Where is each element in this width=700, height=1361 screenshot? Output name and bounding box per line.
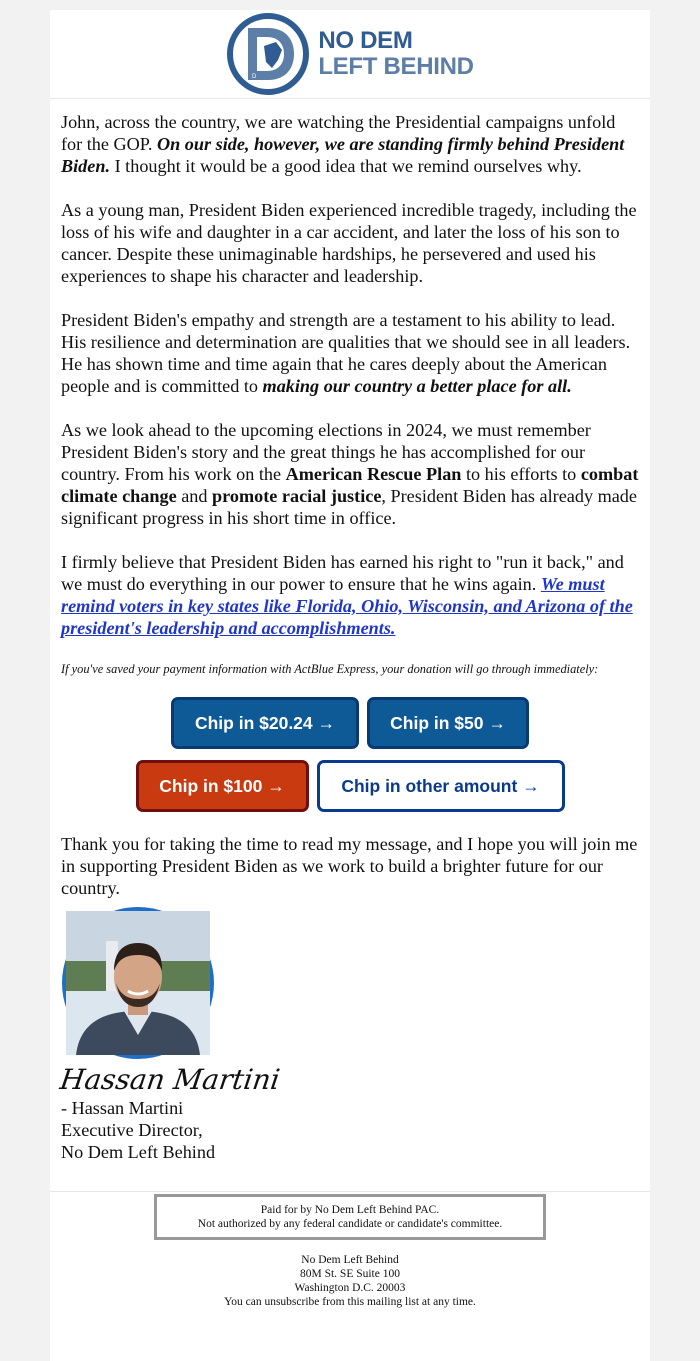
email-footer (50, 1191, 650, 1309)
chip-in-100-button[interactable]: Chip in $100 → (136, 760, 309, 812)
paragraph-tragedy: As a young man, President Biden experienced incredible tragedy, including the loss of his wife and daughter in a car accident, and later the loss of his son to cancer. Despite these unimaginable hardships, he persevered and used his experiences to shape his character and leadership. (61, 200, 637, 286)
text: As we look ahead to the upcoming elections in 2024, we must remember President Biden's story and the great things he has accomplished for our country. From his work on the (61, 420, 591, 484)
paragraph-run-it-back (61, 551, 639, 639)
svg-text:D: D (252, 74, 257, 80)
signature-block (61, 1097, 639, 1191)
chip-in-other-button[interactable]: Chip in other amount → (317, 760, 565, 812)
svg-text:Hassan Martini: Hassan Martini (58, 1063, 283, 1096)
email-body (50, 99, 650, 1191)
text: to his efforts to (461, 464, 581, 484)
paragraph-accomplishments (61, 419, 639, 529)
signer-name: - Hassan Martini (61, 1098, 184, 1118)
logo-line-2: LEFT BEHIND (318, 53, 474, 80)
not-authorized-text: Not authorized by any federal candidate or candidate's committee. (197, 1218, 503, 1230)
bold-text: American Rescue Plan (285, 464, 462, 484)
text: John, across the country, we are watching the Presidential campaigns unfold for the GOP. (61, 112, 616, 154)
paragraph-empathy (61, 309, 639, 397)
bold-text: promote racial justice (212, 486, 382, 506)
emphasis-text: On our side, however, we are standing firmly behind President Biden. (61, 134, 625, 176)
signer-title: Executive Director, (61, 1120, 203, 1140)
signer-org: No Dem Left Behind (61, 1142, 216, 1162)
paid-for-text: Paid for by No Dem Left Behind PAC. (260, 1204, 440, 1216)
d-logo-icon (226, 12, 310, 96)
donation-row-1 (61, 697, 639, 749)
logo-text (318, 28, 473, 80)
paragraph-closing: Thank you for taking the time to read my message, and I hope you will join me in supporting President Biden as we work to build a brighter future for our country. (61, 834, 638, 898)
paid-for-disclaimer (154, 1194, 546, 1240)
logo-line-1: NO DEM (318, 27, 413, 54)
text: , President Biden has already made significant progress in his short time in office. (61, 486, 637, 528)
unsubscribe-text: You can unsubscribe from this mailing list at any time. (224, 1296, 476, 1308)
bold-text: combat climate change (61, 464, 639, 506)
email-header (50, 10, 650, 99)
text: President Biden's empathy and strength are a testament to his ability to lead. His resilience and determination are qualities that we should see in all leaders. He has shown time and time again that he cares deeply about the American people and is committed to (61, 310, 631, 396)
portrait-image (66, 911, 210, 1055)
text: and (176, 486, 213, 506)
text: I thought it would be a good idea that we remind ourselves why. (110, 156, 582, 176)
remind-voters-link[interactable]: We must remind voters in key states like Florida, Ohio, Wisconsin, and Arizona of the president's leadership and accomplishments. (61, 574, 633, 638)
mailing-address (50, 1253, 650, 1309)
address-city: Washington D.C. 20003 (294, 1282, 406, 1294)
paragraph-intro (61, 111, 639, 177)
chip-in-2024-button[interactable]: Chip in $20.24 → (171, 697, 359, 749)
text: I firmly believe that President Biden has earned his right to "run it back," and we must do everything in our power to ensure that he wins again. (61, 552, 624, 594)
donation-row-2 (61, 760, 639, 812)
emphasis-text: making our country a better place for all. (262, 376, 572, 396)
logo[interactable] (226, 12, 473, 96)
avatar (62, 907, 214, 1059)
signature-image (58, 1061, 283, 1097)
chip-in-50-button[interactable]: Chip in $50 → (367, 697, 529, 749)
email-container (50, 10, 650, 1361)
address-org: No Dem Left Behind (301, 1254, 399, 1266)
actblue-note: If you've saved your payment information with ActBlue Express, your donation will go through immediately: (61, 662, 599, 676)
address-street: 80M St. SE Suite 100 (299, 1268, 400, 1280)
